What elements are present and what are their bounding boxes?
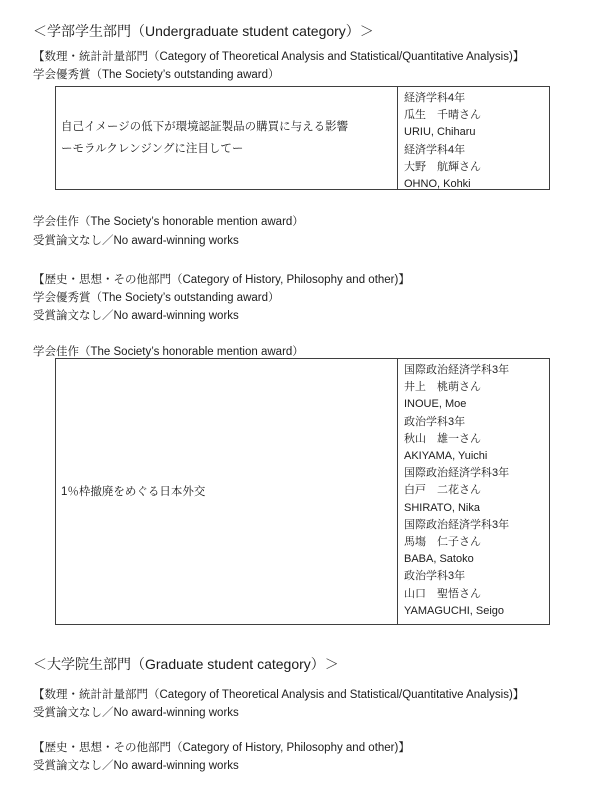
author-line: INOUE, Moe <box>404 398 467 411</box>
ug-math-outstanding-award-label: 学会優秀賞（The Society’s outstanding award） <box>33 69 280 81</box>
ug-history-honorable-award-label: 学会佳作（The Society’s honorable mention award） <box>33 346 304 358</box>
author-line: 秋山 雄一さん <box>404 432 481 445</box>
ug-math-honorable-no-award-text: 受賞論文なし／No award-winning works <box>33 235 239 247</box>
author-line: YAMAGUCHI, Seigo <box>404 604 505 617</box>
paper-subtitle-line: ーモラルクレンジングに注目してー <box>61 143 244 155</box>
author-line: OHNO, Kohki <box>404 178 471 191</box>
author-line: AKIYAMA, Yuichi <box>404 450 488 463</box>
paper-title-line: 自己イメージの低下が環境認証製品の購買に与える影響 <box>61 121 349 133</box>
author-line: 白戸 二花さん <box>404 484 481 497</box>
paper-authors-cell <box>398 87 549 189</box>
ug-history-outstanding-award-label: 学会優秀賞（The Society’s outstanding award） <box>33 292 280 304</box>
paper-title-line: 1％枠撤廃をめぐる日本外交 <box>61 485 206 498</box>
paper-title-cell <box>56 359 398 624</box>
author-line: 国際政治経済学科3年 <box>404 518 510 531</box>
grad-history-category-heading: 【歴史・思想・その他部門（Category of History, Philosophy and other)】 <box>33 742 410 754</box>
grad-math-category-heading: 【数理・統計計量部門（Category of Theoretical Analysis and Statistical/Quantitative Analysis)】 <box>33 689 525 701</box>
paper-authors-cell <box>398 359 549 624</box>
author-line: URIU, Chiharu <box>404 126 476 139</box>
ug-history-honorable-award-table <box>55 358 550 625</box>
ug-math-honorable-award-label: 学会佳作（The Society’s honorable mention award） <box>33 216 304 228</box>
author-line: 国際政治経済学科3年 <box>404 467 510 480</box>
graduate-section-heading: ＜大学院生部門（Graduate student category）＞ <box>33 656 339 672</box>
author-line: SHIRATO, Nika <box>404 501 480 514</box>
ug-history-category-heading: 【歴史・思想・その他部門（Category of History, Philosophy and other)】 <box>33 274 410 286</box>
author-line: 経済学科4年 <box>404 92 466 104</box>
author-line: 経済学科4年 <box>404 143 466 156</box>
author-line: 政治学科3年 <box>404 570 466 583</box>
grad-history-no-award-text: 受賞論文なし／No award-winning works <box>33 760 239 772</box>
undergraduate-section-heading: ＜学部学生部門（Undergraduate student category）＞ <box>33 23 374 39</box>
ug-history-outstanding-no-award-text: 受賞論文なし／No award-winning works <box>33 310 239 322</box>
author-line: 山口 聖悟さん <box>404 587 481 600</box>
author-line: BABA, Satoko <box>404 553 474 566</box>
author-line: 馬塲 仁子さん <box>404 536 481 549</box>
ug-math-category-heading: 【数理・統計計量部門（Category of Theoretical Analysis and Statistical/Quantitative Analysis)】 <box>33 51 525 63</box>
author-line: 大野 航輝さん <box>404 160 481 173</box>
paper-title-cell <box>56 87 398 189</box>
author-line: 瓜生 千晴さん <box>404 109 481 122</box>
author-line: 井上 桃萌さん <box>404 381 481 394</box>
author-line: 政治学科3年 <box>404 415 466 428</box>
ug-math-outstanding-award-table <box>55 86 550 190</box>
author-line: 国際政治経済学科3年 <box>404 364 510 376</box>
grad-math-no-award-text: 受賞論文なし／No award-winning works <box>33 707 239 719</box>
